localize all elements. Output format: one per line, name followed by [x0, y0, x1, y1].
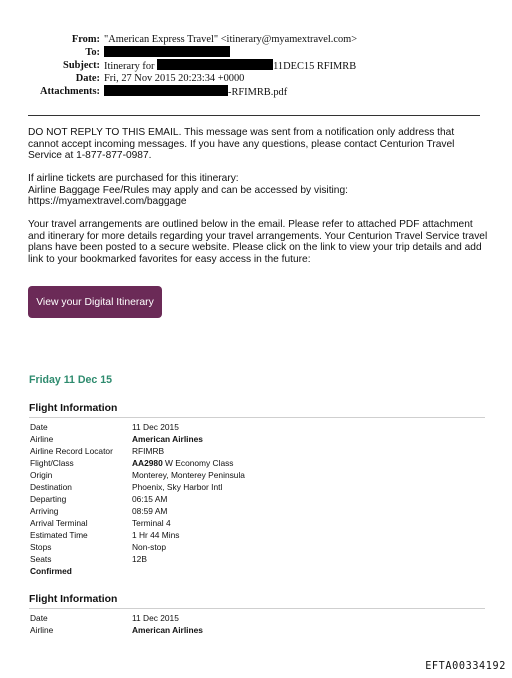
table-row: Arrival Terminal Terminal 4 — [30, 518, 171, 528]
from-value: "American Express Travel" <itinerary@myamextravel.com> — [104, 34, 358, 45]
attachments-label: Attachments: — [39, 86, 100, 97]
date-label: Date: — [75, 73, 100, 84]
arrangements-line: and itinerary for more details regarding your travel arrangements. Your Centurion Travel Service travel — [28, 230, 488, 242]
document-id: EFTA00334192 — [425, 661, 506, 672]
table-row: Flight/Class AA2980 W Economy Class — [30, 458, 234, 468]
confirmed-status: Confirmed — [30, 566, 72, 576]
table-row: Date 11 Dec 2015 — [30, 613, 179, 623]
table-row: Airline American Airlines — [30, 625, 203, 635]
flight-number: AA2980 — [132, 458, 163, 468]
redaction-block — [157, 59, 273, 70]
subject-label: Subject: — [63, 60, 100, 71]
date-value: Fri, 27 Nov 2015 20:23:34 +0000 — [104, 73, 245, 84]
arrangements-line: plans have been posted to a secure website. Please click on the link to view your trip details and add — [28, 242, 482, 254]
table-row: Estimated Time 1 Hr 44 Mins — [30, 530, 180, 540]
table-row — [30, 565, 450, 577]
baggage-link[interactable]: https://myamextravel.com/baggage — [28, 196, 187, 208]
notice-line: cannot accept incoming messages. If you have any questions, please contact Centurion Travel — [28, 138, 455, 150]
redaction-block — [104, 46, 230, 57]
table-row: Date 11 Dec 2015 — [30, 422, 179, 432]
from-label: From: — [71, 34, 100, 45]
attachment-filename[interactable]: -RFIMRB.pdf — [228, 87, 288, 98]
notice-paragraph — [28, 127, 498, 162]
table-row: Stops Non-stop — [30, 542, 166, 552]
table-row: Destination Phoenix, Sky Harbor Intl — [30, 482, 223, 492]
redaction-block — [104, 85, 228, 96]
section-divider — [29, 608, 485, 609]
flight-info-title: Flight Information — [29, 594, 118, 605]
attachments-value[interactable] — [104, 85, 287, 99]
table-row: Departing 06:15 AM — [30, 494, 168, 504]
to-label: To: — [85, 47, 100, 58]
day-heading: Friday 11 Dec 15 — [29, 374, 113, 386]
baggage-paragraph — [28, 173, 498, 208]
table-row: Arriving 08:59 AM — [30, 506, 168, 516]
arrangements-line: Your travel arrangements are outlined below in the email. Please refer to attached PDF attachment — [28, 219, 473, 230]
subject-prefix: Itinerary for — [104, 61, 155, 72]
flight-class: W Economy Class — [162, 458, 234, 468]
flight-info-title: Flight Information — [29, 403, 118, 414]
baggage-line: Airline Baggage Fee/Rules may apply and can be accessed by visiting: — [28, 184, 348, 196]
notice-line: DO NOT REPLY TO THIS EMAIL. This message was sent from a notification only address that — [28, 127, 455, 138]
notice-line: Service at 1-877-877-0987. — [28, 150, 152, 162]
to-value — [104, 46, 230, 60]
arrangements-line: link to your bookmarked favorites for easy access in the future: — [28, 253, 311, 265]
table-row: Seats 12B — [30, 554, 147, 564]
view-digital-itinerary-button[interactable]: View your Digital Itinerary — [28, 286, 162, 318]
header-divider — [28, 115, 480, 116]
table-row: Airline American Airlines — [30, 434, 203, 444]
arrangements-paragraph — [28, 219, 498, 265]
section-divider — [29, 417, 485, 418]
subject-suffix: 11DEC15 RFIMRB — [273, 61, 357, 72]
table-row: Origin Monterey, Monterey Peninsula — [30, 470, 245, 480]
table-row: Airline Record Locator RFIMRB — [30, 446, 165, 456]
subject-value — [104, 59, 356, 73]
baggage-line: If airline tickets are purchased for this itinerary: — [28, 173, 239, 184]
